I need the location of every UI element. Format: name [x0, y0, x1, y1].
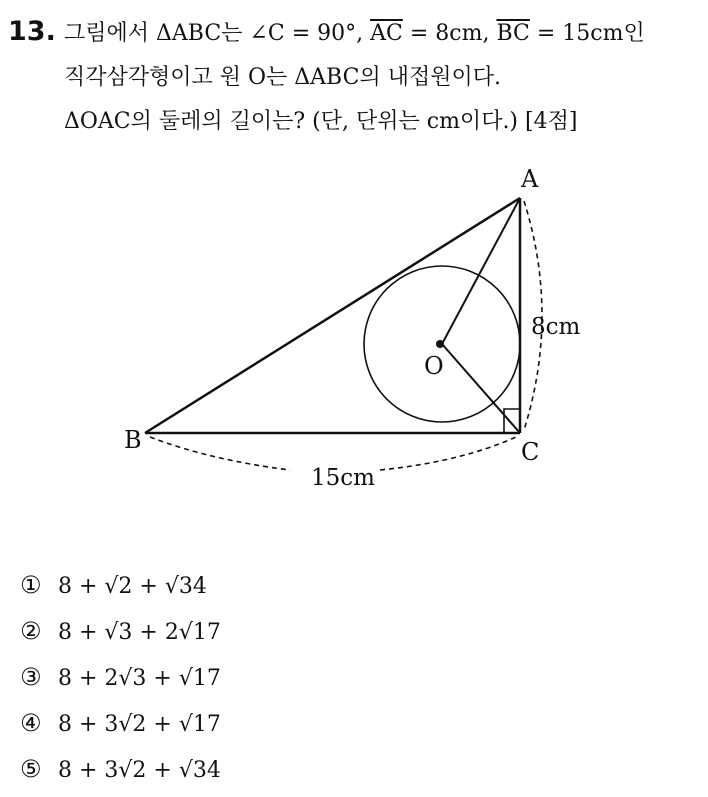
segment-ac: $\overline{AC}$	[370, 21, 403, 46]
choice-text: 8 + 3√2 + √17	[58, 712, 221, 737]
choice-text: 8 + 3√2 + √34	[58, 758, 221, 783]
side-ab	[145, 198, 520, 433]
label-vertex-c: C	[521, 438, 540, 466]
label-center-o: O	[424, 352, 444, 380]
choice-marker: ①	[20, 571, 42, 599]
arc-bc-base	[150, 437, 516, 469]
question-line-1	[8, 10, 698, 56]
segment-oa	[442, 198, 520, 344]
choice-text: 8 + √2 + √34	[58, 574, 207, 599]
choice-marker: ④	[20, 709, 42, 737]
arc-bc-right	[380, 437, 516, 470]
center-point-o	[436, 340, 444, 348]
label-length-bc: 15cm	[311, 465, 375, 491]
choice-marker: ⑤	[20, 755, 42, 783]
question-text-1b: = 8cm,	[402, 21, 497, 46]
choice-4[interactable]	[20, 700, 420, 746]
choice-1[interactable]	[20, 562, 420, 608]
segment-bc: $\overline{BC}$	[496, 21, 530, 46]
choice-marker: ②	[20, 617, 42, 645]
label-vertex-b: B	[124, 426, 142, 454]
choice-5[interactable]	[20, 746, 420, 792]
segment-oc	[442, 344, 520, 433]
choice-text: 8 + √3 + 2√17	[58, 620, 221, 645]
question-text-1c: = 15cm인	[529, 21, 645, 46]
question-number: 13.	[8, 16, 56, 47]
choice-marker: ③	[20, 663, 42, 691]
label-vertex-a: A	[521, 165, 539, 193]
choice-3[interactable]	[20, 654, 420, 700]
label-length-ac: 8cm	[531, 314, 581, 340]
triangle-diagram	[0, 150, 708, 530]
question-line-3: ΔOAC의 둘레의 길이는? (단, 단위는 cm이다.) [4점]	[64, 109, 578, 134]
choice-text: 8 + 2√3 + √17	[58, 666, 221, 691]
choice-2[interactable]	[20, 608, 420, 654]
question-line-2: 직각삼각형이고 원 O는 ΔABC의 내접원이다.	[64, 65, 501, 90]
question-text-1a: 그림에서 ΔABC는 ∠C = 90°,	[64, 21, 371, 46]
triangle-figure	[0, 150, 708, 530]
answer-choices	[20, 562, 420, 792]
question-stem	[8, 10, 698, 144]
